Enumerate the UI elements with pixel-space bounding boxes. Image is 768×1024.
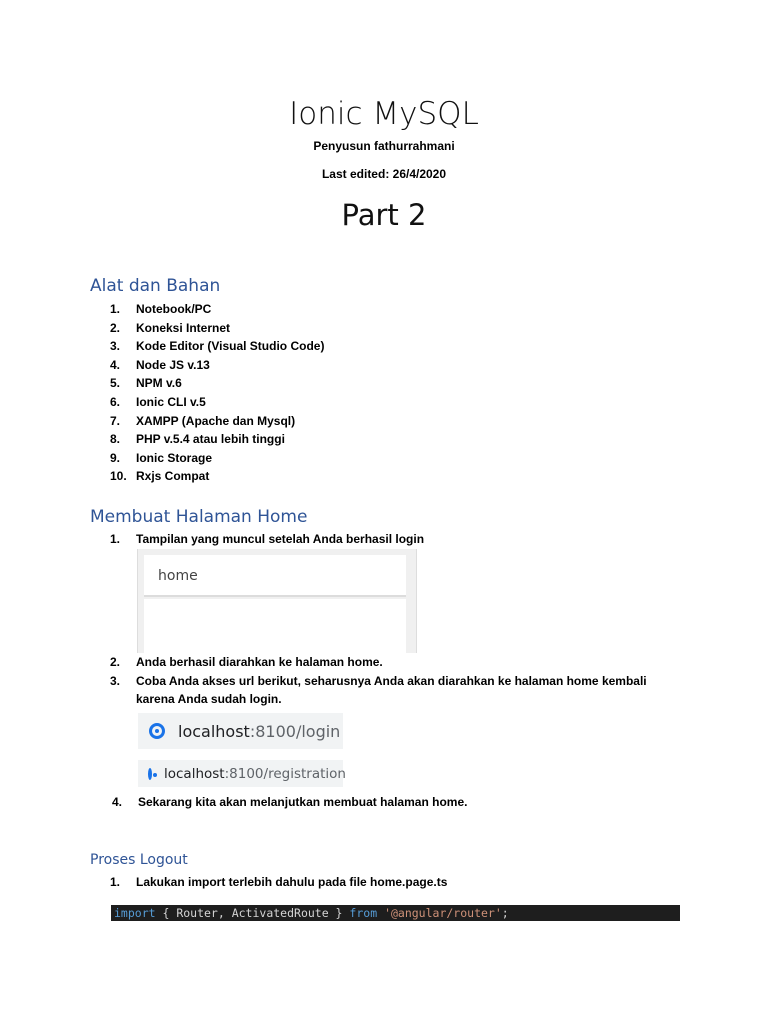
list-item: 6. Ionic CLI v.5 [110,394,206,409]
last-edited-line: Last edited: 26/4/2020 [321,167,447,181]
list-item: 4. Sekarang kita akan melanjutkan membuat halaman home. [112,795,468,809]
list-item: 8. PHP v.5.4 atau lebih tinggi [110,432,285,447]
list-item: 3. Kode Editor (Visual Studio Code) [110,339,325,354]
home-step-1 [110,530,424,549]
code-snippet-import: import { Router, ActivatedRoute } from '@angular/router'; [111,905,680,921]
url-bar-registration: localhost:8100/registration [138,760,343,787]
list-item: 2. Koneksi Internet [110,320,231,335]
url-bar-login: localhost:8100/login [138,713,343,749]
home-content [144,599,406,653]
tools-list [110,300,324,486]
list-item: 4. Node JS v.13 [110,357,210,372]
home-toolbar [144,555,406,597]
list-item: 10. Rxjs Compat [110,469,210,484]
document-title: Ionic MySQL [289,96,479,132]
list-item: 2. Anda berhasil diarahkan ke halaman home. [110,655,383,669]
section-heading-logout: Proses Logout [90,852,188,868]
list-item: 7. XAMPP (Apache dan Mysql) [110,413,296,428]
list-item: 3. Coba Anda akses url berikut, seharusnya Anda akan diarahkan ke halaman home kembali karena Anda sudah login. [110,673,647,707]
logout-step-1 [110,873,447,892]
home-toolbar-title: home [158,568,198,584]
author-line: Penyusun fathurrahmani [313,139,455,153]
chrome-site-icon [149,723,165,739]
home-page-screenshot [137,549,417,653]
home-steps-2-3 [110,653,658,709]
home-step-4 [112,793,467,812]
list-item: 9. Ionic Storage [110,450,213,465]
list-item: 1. Notebook/PC [110,302,212,316]
part-heading: Part 2 [341,198,427,232]
list-item: 5. NPM v.6 [110,376,182,391]
chrome-site-icon [148,768,152,780]
section-heading-tools: Alat dan Bahan [90,276,221,296]
section-heading-home: Membuat Halaman Home [90,507,308,527]
list-item: 1. Lakukan import terlebih dahulu pada file home.page.ts [110,875,448,889]
list-item: 1. Tampilan yang muncul setelah Anda berhasil login [110,532,425,546]
